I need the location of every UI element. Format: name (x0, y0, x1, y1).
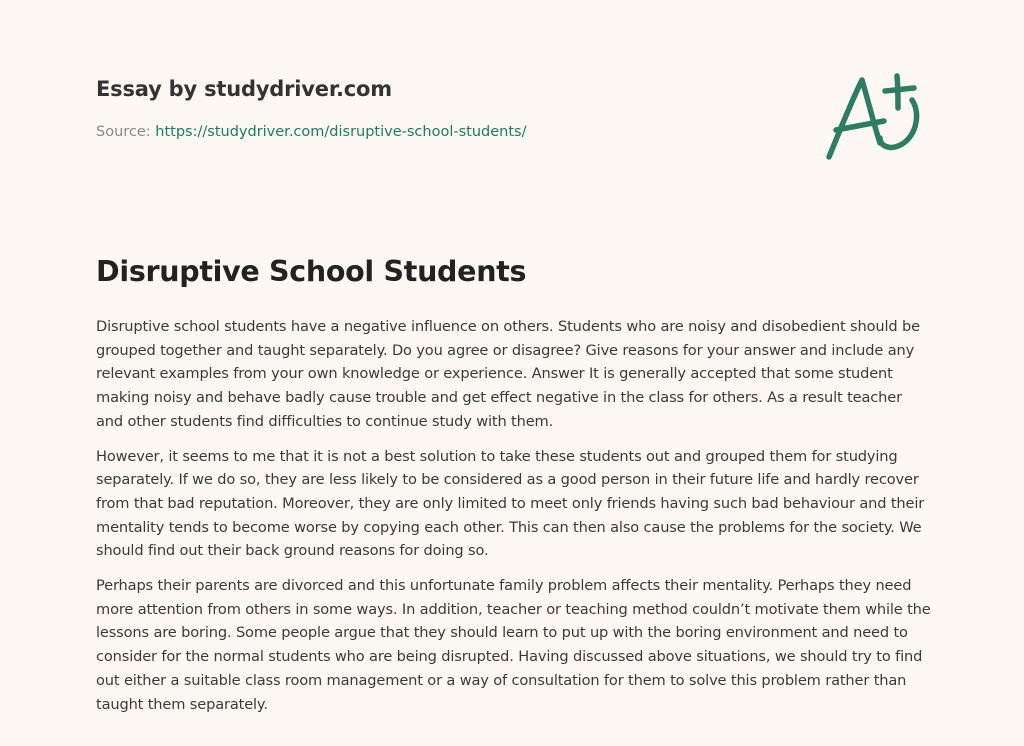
source-link[interactable]: https://studydriver.com/disruptive-school-students/ (155, 124, 527, 140)
essay-paragraph: Disruptive school students have a negative influence on others. Students who are noisy and disobedient should be grouped together and taught separately. Do you agree or disagree? Give reasons for your answer and include any relevant examples from your own knowledge or experience. Answer It is generally accepted that some student making noisy and behave badly cause trouble and get effect negative in the class for others. As a result teacher and other students find difficulties to continue study with them. (96, 318, 920, 430)
site-brand: Essay by studydriver.com (96, 77, 392, 101)
essay-paragraph: Perhaps their parents are divorced and this unfortunate family problem affects their mentality. Perhaps they need more attention from others in some ways. In addition, teacher or teaching method couldn’t motivate them while the lessons are boring. Some people argue that they should learn to put up with the boring environment and need to consider for the normal students who are being disrupted. Having discussed above situations, we should try to find out either a suitable class room management or a way of consultation for them to solve this problem rather than taught them separately. (96, 577, 931, 713)
source-label: Source: (96, 124, 151, 140)
source-line (96, 124, 526, 140)
essay-body (96, 315, 932, 727)
essay-paragraph: However, it seems to me that it is not a best solution to take these students out and grouped them for studying separately. If we do so, they are less likely to be considered as a good person in their future life and hardly recover from that bad reputation. Moreover, they are only limited to meet only friends having such bad behaviour and their mentality tends to become worse by copying each other. This can then also cause the problems for the society. We should find out their back ground reasons for doing so. (96, 447, 925, 560)
essay-title: Disruptive School Students (96, 255, 527, 288)
a-plus-logo-icon (815, 65, 935, 170)
